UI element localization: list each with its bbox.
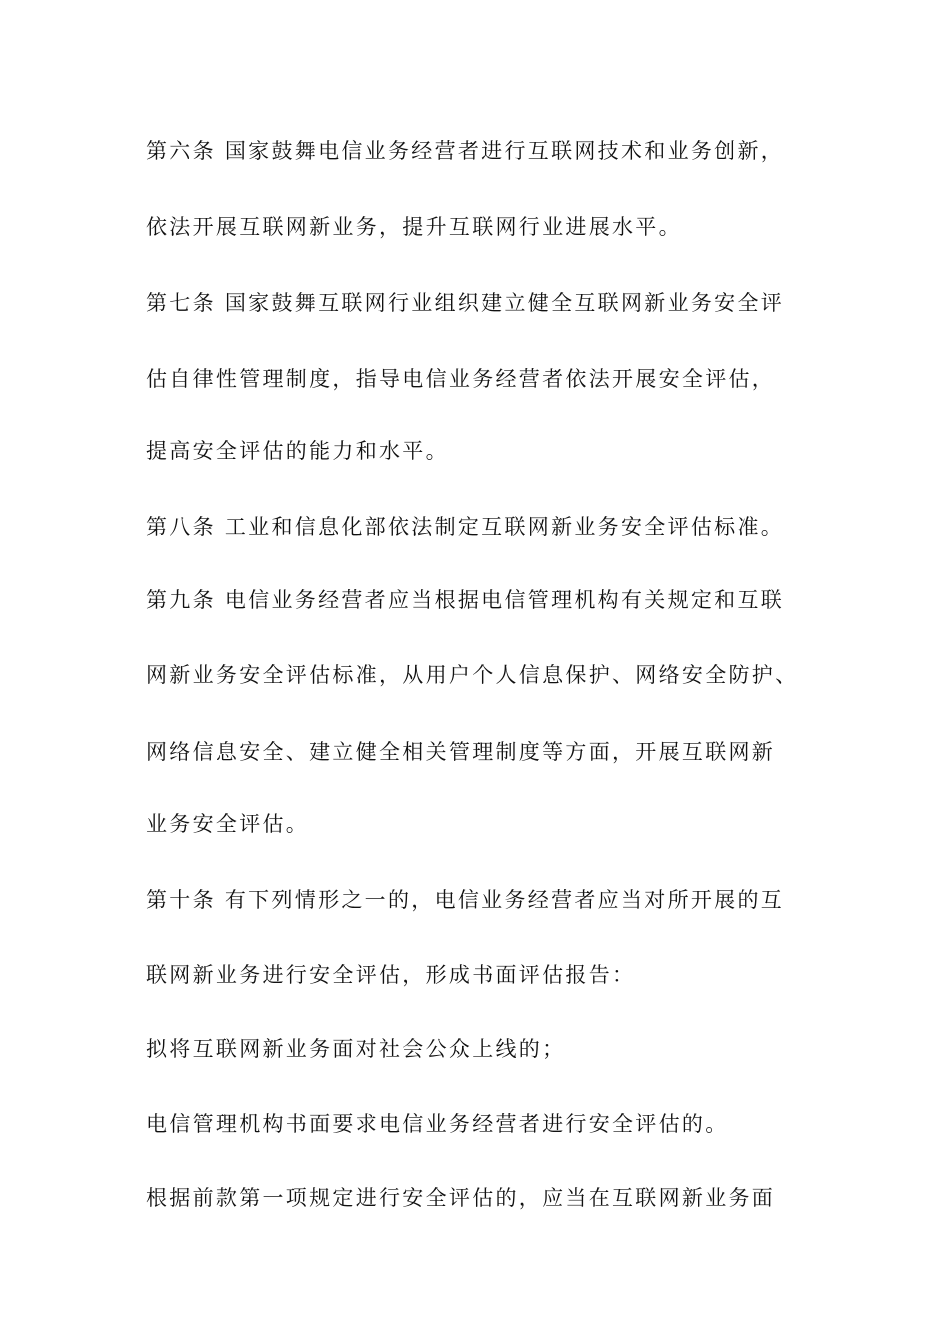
text-line: 电信管理机构书面要求电信业务经营者进行安全评估的。 <box>146 1112 729 1136</box>
text-line: 第七条 国家鼓舞互联网行业组织建立健全互联网新业务安全评 <box>146 291 785 315</box>
text-line: 网新业务安全评估标准，从用户个人信息保护、网络安全防护、 <box>146 663 799 687</box>
text-line: 第十条 有下列情形之一的，电信业务经营者应当对所开展的互 <box>146 888 785 912</box>
text-line: 提高安全评估的能力和水平。 <box>146 439 449 463</box>
text-line: 拟将互联网新业务面对社会公众上线的； <box>146 1037 566 1061</box>
text-line: 联网新业务进行安全评估，形成书面评估报告： <box>146 963 636 987</box>
text-line: 估自律性管理制度，指导电信业务经营者依法开展安全评估， <box>146 367 776 391</box>
text-line: 业务安全评估。 <box>146 812 310 836</box>
text-line: 网络信息安全、建立健全相关管理制度等方面，开展互联网新 <box>146 740 776 764</box>
text-line: 根据前款第一项规定进行安全评估的，应当在互联网新业务面 <box>146 1186 776 1210</box>
text-line: 第六条 国家鼓舞电信业务经营者进行互联网技术和业务创新， <box>146 139 785 163</box>
text-line: 依法开展互联网新业务，提升互联网行业进展水平。 <box>146 215 682 239</box>
text-line: 第九条 电信业务经营者应当根据电信管理机构有关规定和互联 <box>146 588 785 612</box>
text-line: 第八条 工业和信息化部依法制定互联网新业务安全评估标准。 <box>146 515 785 539</box>
